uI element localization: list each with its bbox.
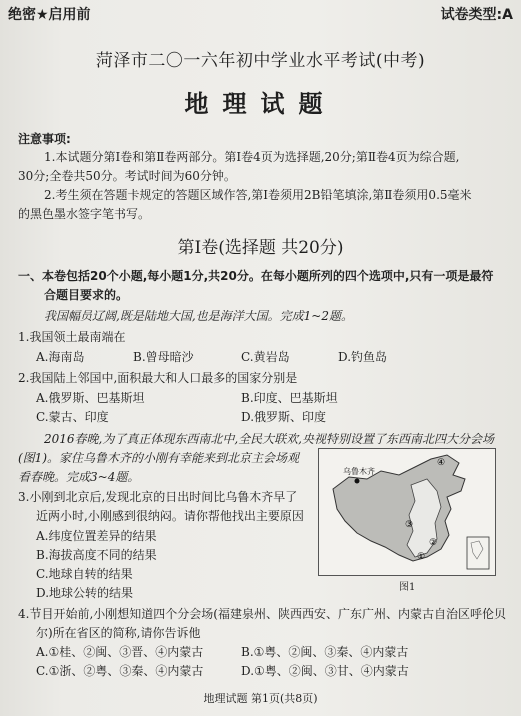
notice-item-1-line-1: 1.本试题分第Ⅰ卷和第Ⅱ卷两部分。第Ⅰ卷4页为选择题,20分;第Ⅱ卷4页为综合题, [44, 150, 460, 164]
passage-2-line-2: (图1)。家住乌鲁木齐的小刚有幸能来到北京主会场观 [18, 451, 300, 465]
q2-stem: 2.我国陆上邻国中,面积最大和人口最多的国家分别是 [18, 371, 298, 385]
q3-option-b: B.海拔高度不同的结果 [36, 548, 157, 562]
q2-option-a: A.俄罗斯、巴基斯坦 [36, 391, 145, 405]
notice-heading: 注意事项: [18, 132, 71, 146]
q2-option-d: D.俄罗斯、印度 [241, 410, 327, 424]
q4-stem-line-2: 尔)所在省区的简称,请你告诉他 [36, 626, 201, 640]
mark-2: ② [429, 538, 438, 548]
page-footer: 地理试题 第1页(共8页) [203, 692, 318, 705]
q1-option-c: C.黄岩岛 [241, 350, 290, 364]
q3-option-c: C.地球自转的结果 [36, 567, 133, 581]
passage-2-line-1: 2016春晚,为了真正体现东西南北中,全民大联欢,央视特别设置了东西南北四大分会场 [44, 432, 494, 446]
notice-item-2-line-2: 的黑色墨水签字笔书写。 [18, 207, 151, 221]
q3-option-d: D.地球公转的结果 [36, 586, 134, 600]
q3-stem-line-1: 3.小刚到北京后,发现北京的日出时间比乌鲁木齐早了 [18, 490, 298, 504]
q2-option-b: B.印度、巴基斯坦 [241, 391, 338, 405]
q1-option-b: B.曾母暗沙 [133, 350, 194, 364]
q4-option-b: B.①粤、②闽、③秦、④内蒙古 [241, 645, 409, 659]
q4-stem-line-1: 4.节目开始前,小刚想知道四个分会场(福建泉州、陕西西安、广东广州、内蒙古自治区呼伦贝 [18, 607, 506, 621]
q3-stem-line-2: 近两小时,小刚感到很纳闷。请你帮他找出主要原因 [36, 509, 304, 523]
q1-option-d: D.钓鱼岛 [338, 350, 388, 364]
urumqi-marker [355, 479, 360, 484]
figure-caption: 图1 [399, 582, 416, 593]
passage-1: 我国幅员辽阔,既是陆地大国,也是海洋大国。完成1~2题。 [44, 309, 353, 323]
mark-1: ① [417, 552, 426, 562]
q4-option-d: D.①粤、②闽、③甘、④内蒙古 [241, 664, 409, 678]
q4-option-a: A.①桂、②闽、③晋、④内蒙古 [36, 645, 204, 659]
q4-option-c: C.①浙、②粤、③秦、④内蒙古 [36, 664, 204, 678]
instructions-line-1: 一、本卷包括20个小题,每小题1分,共20分。在每小题所列的四个选项中,只有一项是最符 [18, 269, 494, 283]
exam-title: 菏泽市二〇一六年初中学业水平考试(中考) [95, 51, 426, 71]
south-sea-inset [467, 537, 489, 569]
mark-4: ④ [437, 458, 446, 468]
china-map-figure [318, 448, 496, 576]
passage-2-line-3: 看春晚。完成3~4题。 [18, 470, 140, 484]
notice-item-2-line-1: 2.考生须在答题卡规定的答题区域作答,第Ⅰ卷须用2B铅笔填涂,第Ⅱ卷须用0.5毫米 [44, 188, 472, 202]
section-title: 第Ⅰ卷(选择题 共20分) [177, 238, 344, 258]
paper-type-label: 试卷类型:A [440, 7, 513, 23]
urumqi-label: 乌鲁木齐 [343, 467, 375, 476]
china-map [319, 449, 495, 575]
q3-option-a: A.纬度位置差异的结果 [36, 529, 157, 543]
q2-option-c: C.蒙古、印度 [36, 410, 109, 424]
mark-3: ③ [405, 520, 414, 530]
q1-stem: 1.我国领土最南端在 [18, 330, 126, 344]
subject-title: 地理试题 [184, 90, 337, 118]
q1-option-a: A.海南岛 [36, 350, 85, 364]
instructions-line-2: 合题目要求的。 [44, 288, 129, 302]
notice-item-1-line-2: 30分;全卷共50分。考试时间为60分钟。 [18, 169, 236, 183]
confidential-label: 绝密★启用前 [8, 7, 91, 23]
